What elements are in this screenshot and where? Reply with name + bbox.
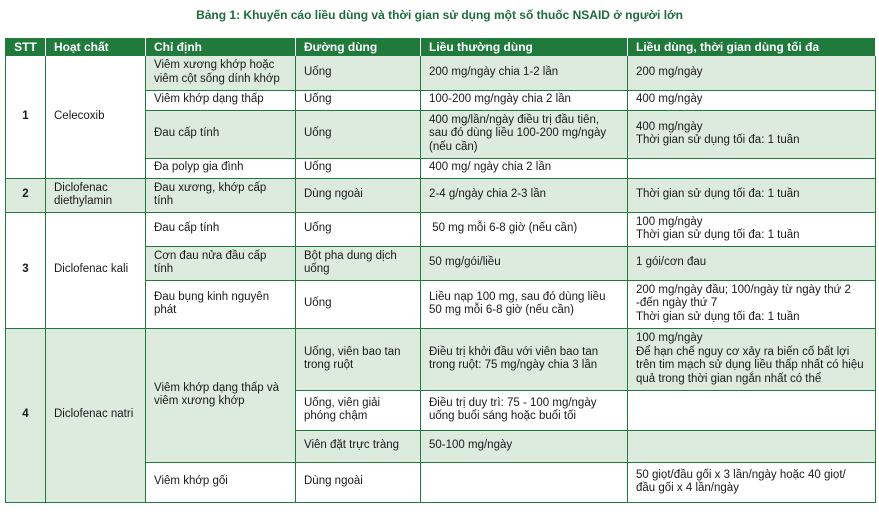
max-dose-cell: 200 mg/ngày	[628, 56, 876, 90]
stt-cell: 4	[6, 328, 46, 502]
header-usual-dose: Liều thường dùng	[421, 39, 628, 57]
max-dose-cell: 50 giọt/đầu gối x 3 lần/ngày hoặc 40 giọt/ đầu gối x 4 lần/ngày	[628, 462, 876, 502]
max-dose-cell: 200 mg/ngày đầu; 100/ngày từ ngày thứ 2 -đến ngày thứ 7 Thời gian sử dụng tối đa: 1 tuần	[628, 280, 876, 328]
max-dose-cell: Thời gian sử dụng tối đa: 1 tuần	[628, 178, 876, 212]
route-cell: Uống	[296, 212, 421, 246]
max-dose-cell: 1 gói/cơn đau	[628, 246, 876, 280]
active-cell: Diclofenac diethylamin	[46, 178, 146, 212]
header-max-dose: Liều dùng, thời gian dùng tối đa	[628, 39, 876, 57]
active-cell: Celecoxib	[46, 56, 146, 178]
table-title: Bảng 1: Khuyến cáo liều dùng và thời gian sử dụng một số thuốc NSAID ở người lớn	[196, 8, 683, 22]
route-cell: Uống	[296, 158, 421, 178]
route-cell: Uống	[296, 56, 421, 90]
usual-dose-cell: 50 mg/gói/liều	[421, 246, 628, 280]
max-dose-cell	[628, 158, 876, 178]
route-cell: Uống	[296, 110, 421, 158]
active-cell: Diclofenac kali	[46, 212, 146, 328]
route-cell: Uống, viên bao tan trong ruột	[296, 328, 421, 390]
route-cell: Uống	[296, 280, 421, 328]
usual-dose-cell: 400 mg/ ngày chia 2 lần	[421, 158, 628, 178]
route-cell: Bột pha dung dịch uống	[296, 246, 421, 280]
indication-cell: Đa polyp gia đình	[146, 158, 296, 178]
indication-cell: Đau xương, khớp cấp tính	[146, 178, 296, 212]
max-dose-cell	[628, 430, 876, 462]
table-row	[6, 56, 876, 90]
header-indication: Chỉ định	[146, 39, 296, 57]
stt-cell: 3	[6, 212, 46, 328]
nsaid-dosage-table	[5, 38, 876, 503]
max-dose-cell: 400 mg/ngày	[628, 90, 876, 110]
usual-dose-cell: 400 mg/lần/ngày điều trị đầu tiên, sau đó dùng liều 100-200 mg/ngày (nếu cần)	[421, 110, 628, 158]
max-dose-cell: 100 mg/ngày Thời gian sử dụng tối đa: 1 tuần	[628, 212, 876, 246]
indication-cell: Cơn đau nửa đầu cấp tính	[146, 246, 296, 280]
route-cell: Dùng ngoài	[296, 462, 421, 502]
active-cell: Diclofenac natri	[46, 328, 146, 502]
table-row	[6, 328, 876, 390]
table-row	[6, 212, 876, 246]
usual-dose-cell: Điều trị khởi đầu với viên bao tan trong ruột: 75 mg/ngày chia 3 lần	[421, 328, 628, 390]
indication-cell: Viêm khớp gối	[146, 462, 296, 502]
indication-cell: Viêm khớp dạng thấp và viêm xương khớp	[146, 328, 296, 462]
usual-dose-cell: 50 mg mỗi 6-8 giờ (nếu cần)	[421, 212, 628, 246]
indication-cell: Đau bụng kinh nguyên phát	[146, 280, 296, 328]
header-row	[6, 39, 876, 57]
max-dose-cell: 100 mg/ngày Để hạn chế nguy cơ xảy ra biến cố bất lợi trên tim mạch sử dụng liều thấp nhất có hiệu quả trong thời gian ngắn nhất có thể	[628, 328, 876, 390]
table-row	[6, 178, 876, 212]
usual-dose-cell	[421, 462, 628, 502]
usual-dose-cell: 50-100 mg/ngày	[421, 430, 628, 462]
stt-cell: 1	[6, 56, 46, 178]
route-cell: Uống, viên giải phóng chậm	[296, 390, 421, 430]
max-dose-cell	[628, 390, 876, 430]
header-active-ingredient: Hoạt chất	[46, 39, 146, 57]
stt-cell: 2	[6, 178, 46, 212]
usual-dose-cell: Điều trị duy trì: 75 - 100 mg/ngày uống buổi sáng hoặc buổi tối	[421, 390, 628, 430]
route-cell: Dùng ngoài	[296, 178, 421, 212]
usual-dose-cell: 2-4 g/ngày chia 2-3 lần	[421, 178, 628, 212]
max-dose-cell: 400 mg/ngày Thời gian sử dụng tối đa: 1 tuần	[628, 110, 876, 158]
indication-cell: Đau cấp tính	[146, 110, 296, 158]
header-stt: STT	[6, 39, 46, 57]
route-cell: Uống	[296, 90, 421, 110]
header-route: Đường dùng	[296, 39, 421, 57]
usual-dose-cell: Liều nạp 100 mg, sau đó dùng liều 50 mg mỗi 6-8 giờ (nếu cần)	[421, 280, 628, 328]
indication-cell: Viêm khớp dạng thấp	[146, 90, 296, 110]
usual-dose-cell: 200 mg/ngày chia 1-2 lần	[421, 56, 628, 90]
usual-dose-cell: 100-200 mg/ngày chia 2 lần	[421, 90, 628, 110]
route-cell: Viên đặt trực tràng	[296, 430, 421, 462]
indication-cell: Đau cấp tính	[146, 212, 296, 246]
indication-cell: Viêm xương khớp hoặc viêm cột sống dính khớp	[146, 56, 296, 90]
